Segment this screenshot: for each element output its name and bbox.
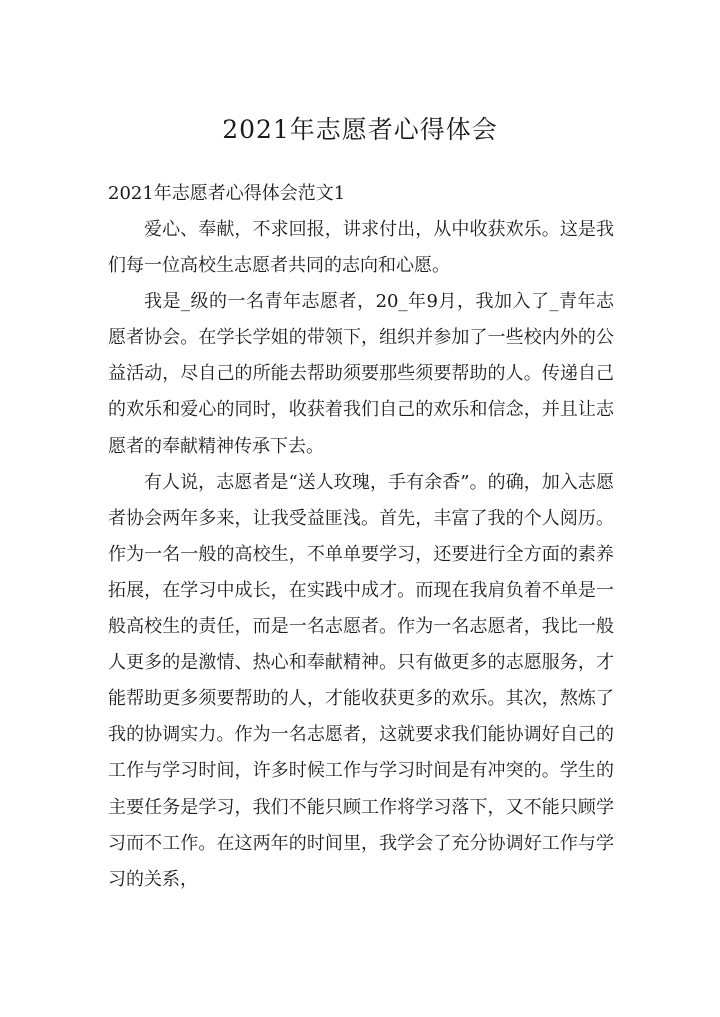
paragraph: 有人说，志愿者是“送人玫瑰，手有余香”。的确，加入志愿者协会两年多来，让我受益匪浅。首先，丰富了我的个人阅历。作为一名一般的高校生，不单单要学习，还要进行全方面的素养拓展，在学习中成长，在实践中成才。而现在我肩负着不单是一般高校生的责任，而是一名志愿者。作为一名志愿者，我比一般人更多的是激情、热心和奉献精神。只有做更多的志愿服务，才能帮助更多须要帮助的人，才能收获更多的欢乐。其次，熬炼了我的协调实力。作为一名志愿者，这就要求我们能协调好自己的工作与学习时间，许多时候工作与学习时间是有冲突的。学生的主要任务是学习，我们不能只顾工作将学习落下，又不能只顾学习而不工作。在这两年的时间里，我学会了充分协调好工作与学习的关系， <box>108 471 614 890</box>
document-subtitle: 2021年志愿者心得体会范文1 <box>108 183 346 204</box>
paragraph: 我是_级的一名青年志愿者，20_年9月，我加入了_青年志愿者协会。在学长学姐的带领下，组织并参加了一些校内外的公益活动，尽自己的所能去帮助须要那些须要帮助的人。传递自己的欢乐和爱心的同时，收获着我们自己的欢乐和信念，并且让志愿者的奉献精神传承下去。 <box>108 291 614 457</box>
paragraph: 爱心、奉献，不求回报，讲求付出，从中收获欢乐。这是我们每一位高校生志愿者共同的志向和心愿。 <box>108 219 614 277</box>
document-title: 2021年志愿者心得体会 <box>222 115 498 144</box>
document-body <box>108 212 614 898</box>
